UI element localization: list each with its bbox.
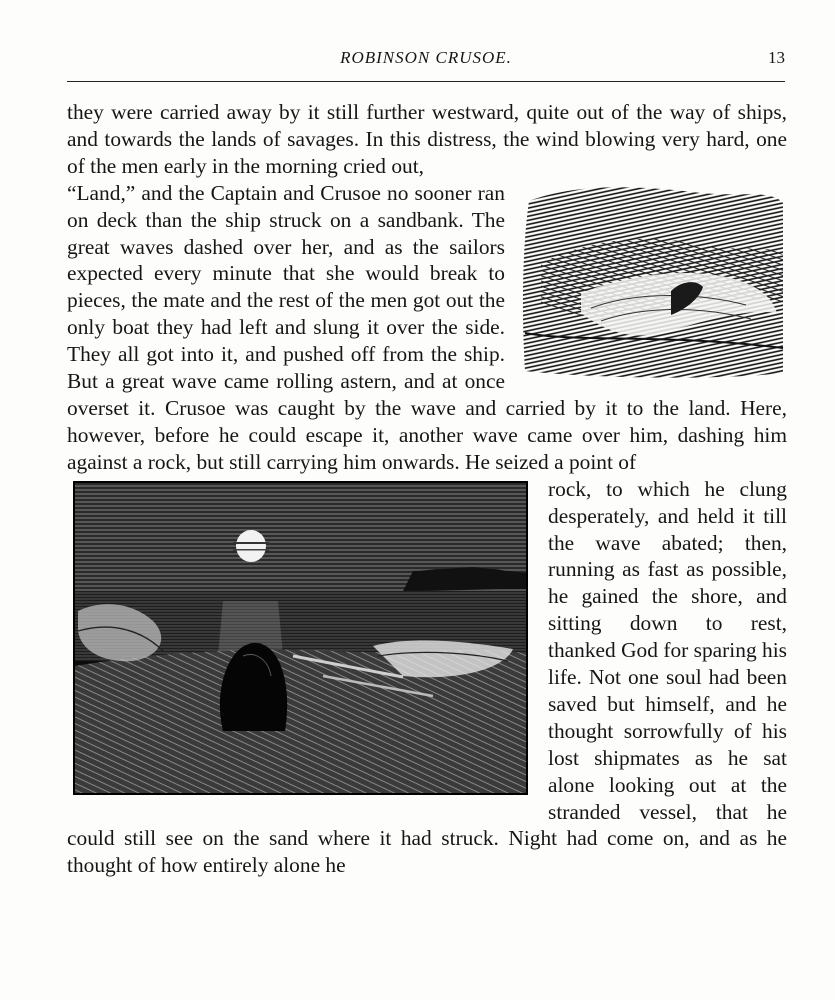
page-number: 13 bbox=[768, 48, 785, 67]
body-text bbox=[67, 99, 787, 879]
running-title: ROBINSON CRUSOE. bbox=[340, 48, 512, 67]
paragraph-1 bbox=[67, 99, 787, 180]
text-segment-1: they were carried away by it still further westward, quite out of the way of ships, and towards the lands of savages. In this distress, the wind blowing very hard, one of the men early in the morning cried out, bbox=[67, 100, 787, 178]
moonlit-shore-art bbox=[73, 481, 528, 795]
wave-engraving-illustration bbox=[521, 183, 787, 380]
text-segment-2: “Land,” and the Captain and Crusoe no sooner ran on deck than the ship struck on a sandbank. The great waves dashed over her, and as the sailors expected every minute that she would break to pieces, the mate and the rest of the men got out the only boat they had left and slung it over the side. They all got into it, and pushed off from the ship. But a great wave came rolling astern, and at once overset it. Crusoe was caught by the wave and carried by it to the land. Here, however, before he could escape it, another wave came over him, dashing him against a rock, but still carrying him onwards. He seized a point of bbox=[67, 180, 787, 474]
header-rule bbox=[67, 81, 785, 82]
wave-engraving-art bbox=[521, 183, 787, 380]
text-segment-3: rock, to which he clung desperately, and held it till the wave abated; then, running as fast as possible, he gained the shore, and sitting down to rest, thanked God for sparing his life. Not one soul had been saved but himself, and he thought sorrowfully of his lost shipmates as he sat alone looking out at the stranded vessel, that he could still see on the sand where it had struck. Night had come on, and as he thought of how entirely alone he bbox=[67, 476, 787, 878]
moonlit-shore-engraving-illustration bbox=[73, 481, 528, 795]
running-header bbox=[67, 48, 785, 74]
